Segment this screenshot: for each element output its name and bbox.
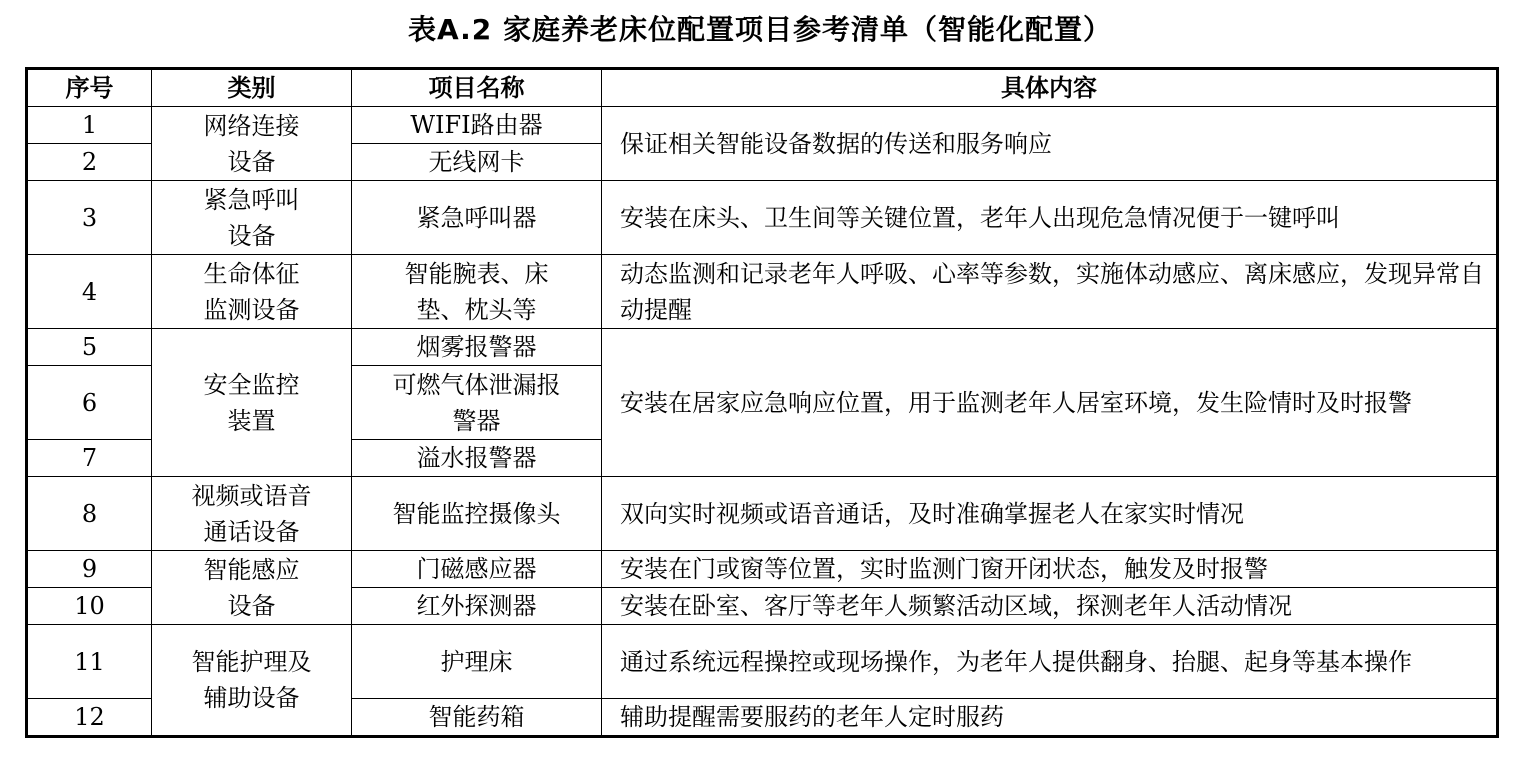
header-no: 序号 [27,69,152,107]
row-no: 8 [27,477,152,551]
row-content: 安装在床头、卫生间等关键位置，老年人出现危急情况便于一键呼叫 [602,181,1498,255]
row-category: 紧急呼叫 设备 [152,181,352,255]
table-row [27,255,1498,329]
row-content: 保证相关智能设备数据的传送和服务响应 [602,107,1498,181]
row-item: 紧急呼叫器 [352,181,602,255]
header-item: 项目名称 [352,69,602,107]
row-no: 6 [27,366,152,440]
row-category: 生命体征 监测设备 [152,255,352,329]
row-category: 视频或语音 通话设备 [152,477,352,551]
header-row [27,69,1498,107]
row-item: 可燃气体泄漏报 警器 [352,366,602,440]
row-content: 安装在居家应急响应位置，用于监测老年人居室环境，发生险情时及时报警 [602,329,1498,477]
row-content: 安装在门或窗等位置，实时监测门窗开闭状态，触发及时报警 [602,551,1498,588]
row-no: 2 [27,144,152,181]
header-category: 类别 [152,69,352,107]
row-item: 护理床 [352,625,602,699]
row-content: 安装在卧室、客厅等老年人频繁活动区域，探测老年人活动情况 [602,588,1498,625]
row-category: 网络连接 设备 [152,107,352,181]
row-no: 7 [27,440,152,477]
row-item: 智能监控摄像头 [352,477,602,551]
row-no: 3 [27,181,152,255]
row-no: 5 [27,329,152,366]
row-item: 门磁感应器 [352,551,602,588]
row-item: 智能腕表、床 垫、枕头等 [352,255,602,329]
row-item: 红外探测器 [352,588,602,625]
row-category: 智能护理及 辅助设备 [152,625,352,737]
row-item: 烟雾报警器 [352,329,602,366]
row-item: WIFI路由器 [352,107,602,144]
table-row [27,107,1498,144]
row-category: 安全监控 装置 [152,329,352,477]
table-row [27,477,1498,551]
row-content: 辅助提醒需要服药的老年人定时服药 [602,699,1498,737]
row-no: 10 [27,588,152,625]
row-content: 动态监测和记录老年人呼吸、心率等参数，实施体动感应、离床感应，发现异常自动提醒 [602,255,1498,329]
configuration-table [25,67,1499,738]
table-row [27,625,1498,699]
row-no: 9 [27,551,152,588]
table-row [27,329,1498,366]
row-item: 智能药箱 [352,699,602,737]
table-row [27,181,1498,255]
row-content: 双向实时视频或语音通话，及时准确掌握老人在家实时情况 [602,477,1498,551]
row-item: 溢水报警器 [352,440,602,477]
table-row [27,551,1498,588]
row-content: 通过系统远程操控或现场操作，为老年人提供翻身、抬腿、起身等基本操作 [602,625,1498,699]
table-title: 表A.2 家庭养老床位配置项目参考清单（智能化配置） [407,13,1113,46]
header-content: 具体内容 [602,69,1498,107]
row-no: 1 [27,107,152,144]
row-no: 4 [27,255,152,329]
row-item: 无线网卡 [352,144,602,181]
row-no: 11 [27,625,152,699]
row-category: 智能感应 设备 [152,551,352,625]
row-no: 12 [27,699,152,737]
